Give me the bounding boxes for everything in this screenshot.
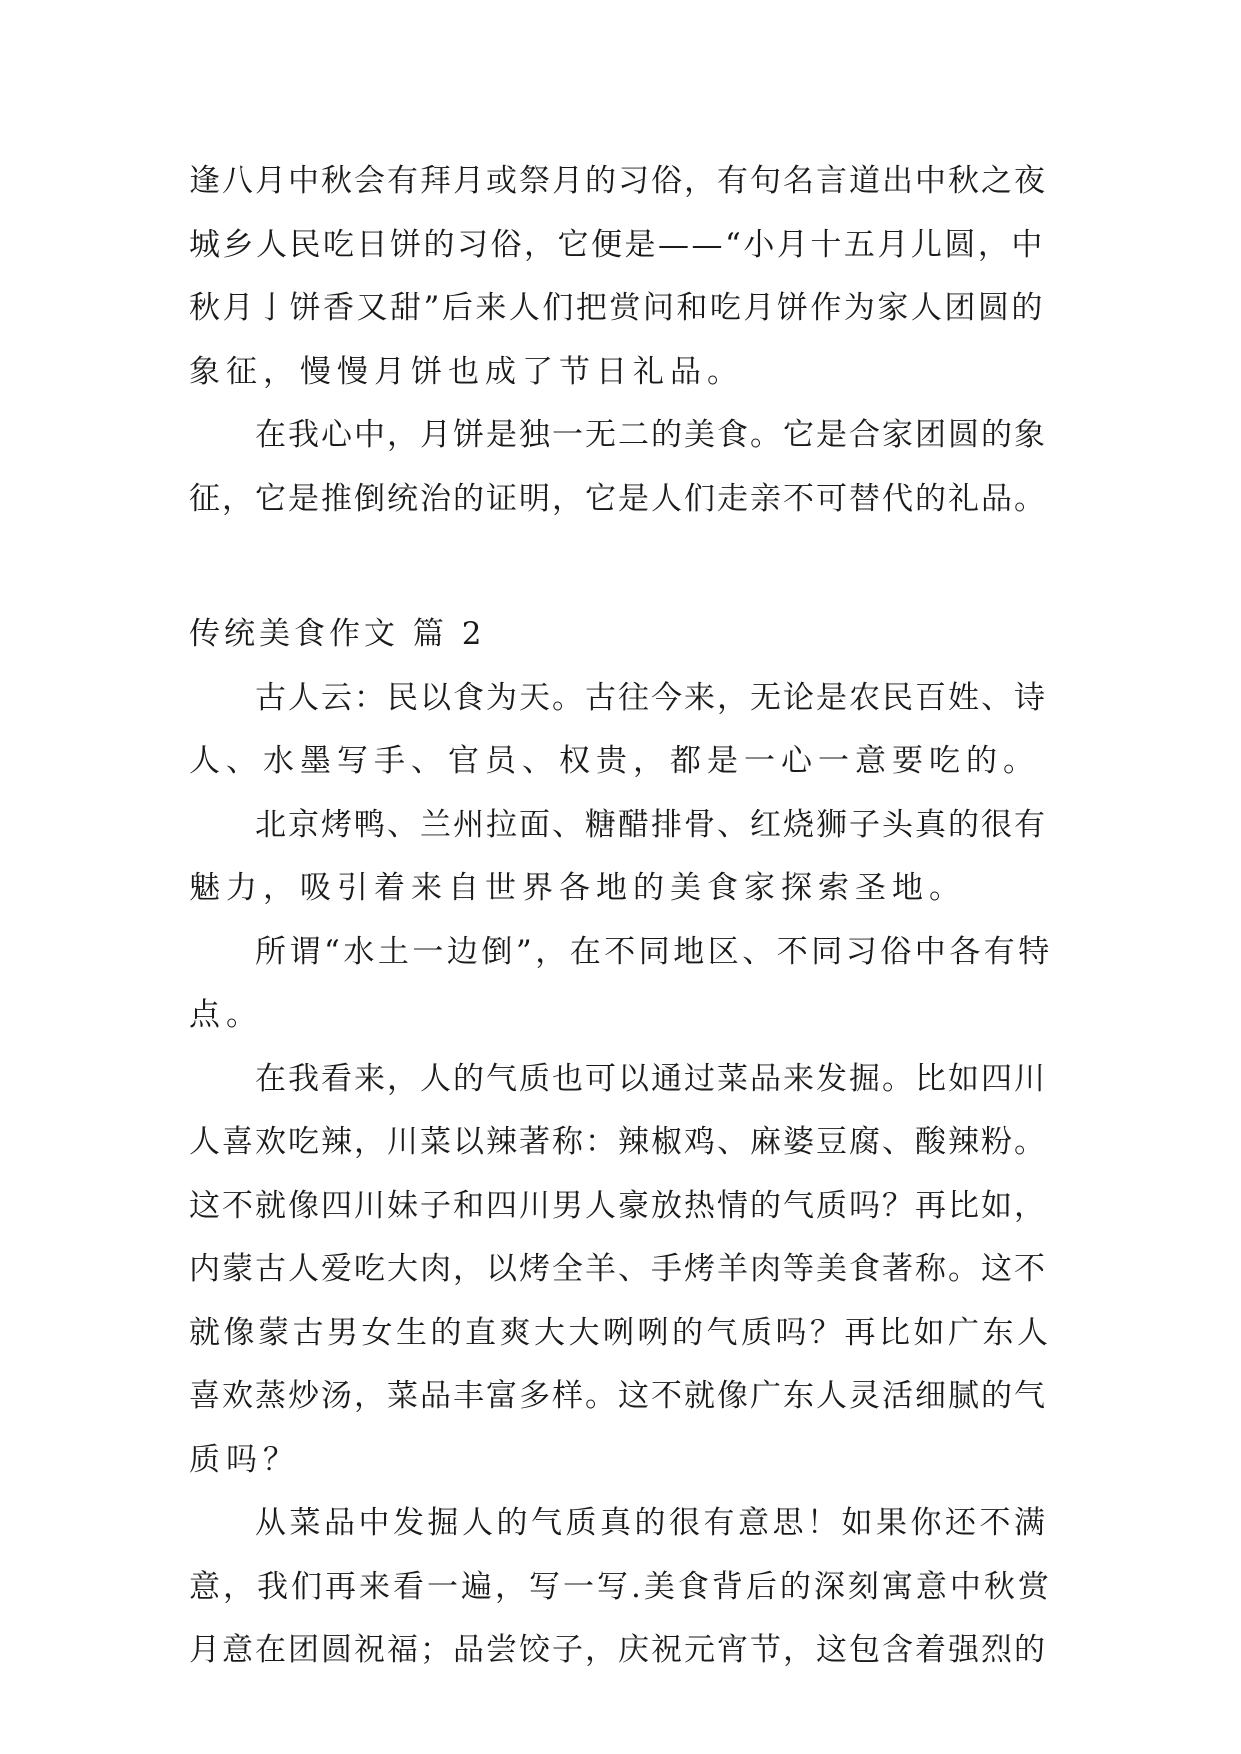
text-line: 在我看来，人的气质也可以通过菜品来发掘。比如四川 [255,1060,1047,1097]
document-body [189,150,1054,1683]
text-line: 从菜品中发掘人的气质真的很有意思！如果你还不满 [255,1505,1049,1541]
text-line: 所谓“水土一边倒”，在不同地区、不同习俗中各有特 [255,933,1053,970]
text-line: 点。 [189,997,263,1033]
text-line: 在我心中，月饼是独一无二的美食。它是合家团圆的象 [255,417,1047,453]
text-line: 就像蒙古男女生的直爽大大咧咧的气质吗？再比如广东人 [189,1314,1052,1351]
text-line: 喜欢蒸炒汤，菜品丰富多样。这不就像广东人灵活细腻的气 [189,1378,1047,1414]
text-line: 意，我们再来看一遍，写一写.美食背后的深刻寓意中秋赏 [189,1568,1052,1605]
text-line: 秋月亅饼香又甜”后来人们把赏问和吃月饼作为家人团圆的 [189,290,1045,326]
section-heading: 传统美食作文 篇 2 [189,616,486,652]
text-line: 魅力，吸引着来自世界各地的美食家探索圣地。 [189,870,966,906]
section-gap [189,531,1054,603]
text-line: 这不就像四川妹子和四川男人豪放热情的气质吗？再比如， [189,1187,1047,1224]
text-line: 古人云：民以食为天。古往今来，无论是农民百姓、诗 [255,679,1047,716]
text-line: 逢八月中秋会有拜月或祭月的习俗，有句名言道出中秋之夜 [189,163,1047,199]
text-line: 城乡人民吃日饼的习俗，它便是——“小月十五月儿圆，中 [189,226,1045,263]
text-line: 征，它是推倒统治的证明，它是人们走亲不可替代的礼品。 [189,480,1047,517]
text-line: 月意在团圆祝福；品尝饺子，庆祝元宵节，这包含着强烈的 [189,1632,1047,1668]
text-line: 人喜欢吃辣，川菜以辣著称：辣椒鸡、麻婆豆腐、酸辣粉。 [189,1124,1047,1160]
text-line: 人、水墨写手、官员、权贵，都是一心一意要吃的。 [189,743,1040,779]
text-line: 质吗？ [189,1441,300,1478]
text-line: 内蒙古人爱吃大肉，以烤全羊、手烤羊肉等美食著称。这不 [189,1251,1047,1287]
text-line: 象征，慢慢月饼也成了节日礼品。 [189,353,744,390]
text-line: 北京烤鸭、兰州拉面、糖醋排骨、红烧狮子头真的很有 [255,806,1047,843]
